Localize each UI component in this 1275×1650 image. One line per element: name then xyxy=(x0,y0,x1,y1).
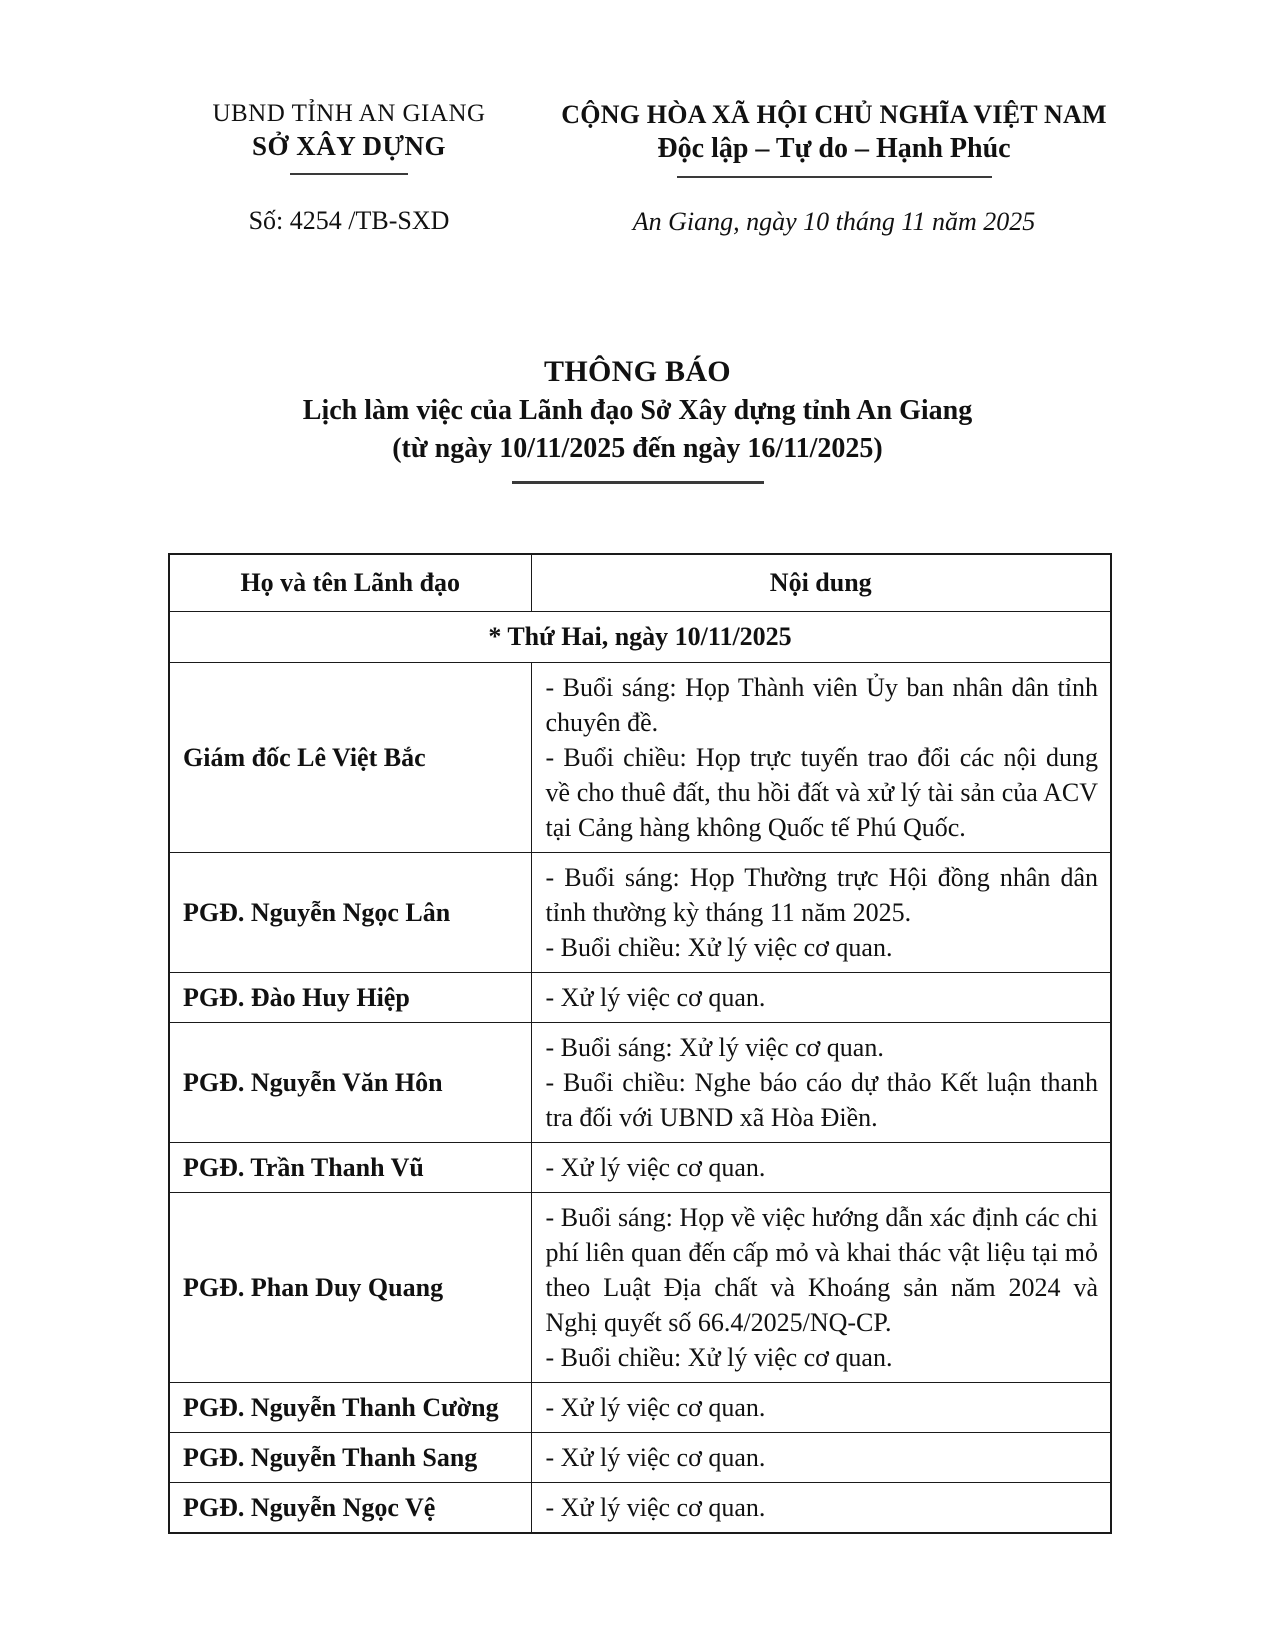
leader-name: PGĐ. Nguyễn Ngọc Lân xyxy=(169,853,531,973)
leader-name: PGĐ. Nguyễn Thanh Cường xyxy=(169,1383,531,1433)
schedule-line: - Xử lý việc cơ quan. xyxy=(545,983,766,1012)
table-row xyxy=(169,1143,1111,1193)
org-name: SỞ XÂY DỰNG xyxy=(252,131,446,161)
table-row xyxy=(169,1193,1111,1383)
national-motto-line2: Độc lập – Tự do – Hạnh Phúc xyxy=(657,133,1011,164)
letterhead-left xyxy=(155,100,543,236)
schedule-content xyxy=(531,1193,1111,1383)
schedule-line: - Buổi chiều: Nghe báo cáo dự thảo Kết luận thanh tra đối với UBND xã Hòa Điền. xyxy=(545,1068,1098,1132)
leader-name: PGĐ. Phan Duy Quang xyxy=(169,1193,531,1383)
leader-name: Giám đốc Lê Việt Bắc xyxy=(169,663,531,853)
schedule-line: - Xử lý việc cơ quan. xyxy=(545,1443,766,1472)
schedule-line: - Buổi sáng: Họp Thường trực Hội đồng nhân dân tỉnh thường kỳ tháng 11 năm 2025. xyxy=(545,863,1098,927)
national-motto-line1: CỘNG HÒA XÃ HỘI CHỦ NGHĨA VIỆT NAM xyxy=(561,100,1107,129)
section-header-row xyxy=(169,612,1111,663)
org-parent-name: UBND TỈNH AN GIANG xyxy=(212,100,486,127)
schedule-line: - Buổi sáng: Họp Thành viên Ủy ban nhân dân tỉnh chuyên đề. xyxy=(545,673,1098,737)
schedule-content xyxy=(531,1143,1111,1193)
table-row xyxy=(169,1023,1111,1143)
schedule-content xyxy=(531,1483,1111,1534)
table-row xyxy=(169,973,1111,1023)
document-number: Số: 4254 /TB-SXD xyxy=(248,206,450,235)
page-subtitle-line1: Lịch làm việc của Lãnh đạo Sở Xây dựng tỉnh An Giang xyxy=(302,395,973,426)
leader-name: PGĐ. Nguyễn Thanh Sang xyxy=(169,1433,531,1483)
schedule-content xyxy=(531,1433,1111,1483)
leader-name: PGĐ. Đào Huy Hiệp xyxy=(169,973,531,1023)
table-row xyxy=(169,1433,1111,1483)
schedule-line: - Buổi sáng: Họp về việc hướng dẫn xác định các chi phí liên quan đến cấp mỏ và khai thác vật liệu tại mỏ theo Luật Địa chất và Khoáng sản năm 2024 và Nghị quyết số 66.4/2025/NQ-CP. xyxy=(545,1203,1098,1337)
schedule-line: - Xử lý việc cơ quan. xyxy=(545,1393,766,1422)
org-underline xyxy=(290,173,408,175)
letterhead xyxy=(0,0,1275,237)
page-subtitle-line2: (từ ngày 10/11/2025 đến ngày 16/11/2025) xyxy=(392,433,883,464)
schedule-content xyxy=(531,853,1111,973)
schedule-line: - Xử lý việc cơ quan. xyxy=(545,1153,766,1182)
letterhead-right xyxy=(543,100,1125,237)
schedule-line: - Buổi chiều: Xử lý việc cơ quan. xyxy=(545,1343,893,1372)
title-block xyxy=(0,355,1275,489)
title-underline xyxy=(512,481,764,484)
leader-name: PGĐ. Trần Thanh Vũ xyxy=(169,1143,531,1193)
column-header-name: Họ và tên Lãnh đạo xyxy=(169,554,531,612)
schedule-content xyxy=(531,1023,1111,1143)
table-row xyxy=(169,663,1111,853)
schedule-line: - Buổi chiều: Xử lý việc cơ quan. xyxy=(545,933,893,962)
section-header-day: * Thứ Hai, ngày 10/11/2025 xyxy=(169,612,1111,663)
schedule-line: - Xử lý việc cơ quan. xyxy=(545,1493,766,1522)
motto-underline xyxy=(677,176,992,178)
table-row xyxy=(169,1383,1111,1433)
schedule-content xyxy=(531,663,1111,853)
schedule-table xyxy=(168,553,1112,1534)
schedule-content xyxy=(531,973,1111,1023)
schedule-content xyxy=(531,1383,1111,1433)
leader-name: PGĐ. Nguyễn Văn Hôn xyxy=(169,1023,531,1143)
page-title: THÔNG BÁO xyxy=(544,355,731,388)
column-header-content: Nội dung xyxy=(531,554,1111,612)
schedule-line: - Buổi sáng: Xử lý việc cơ quan. xyxy=(545,1033,884,1062)
table-row xyxy=(169,1483,1111,1534)
table-row xyxy=(169,853,1111,973)
leader-name: PGĐ. Nguyễn Ngọc Vệ xyxy=(169,1483,531,1534)
schedule-line: - Buổi chiều: Họp trực tuyến trao đổi các nội dung về cho thuê đất, thu hồi đất và xử lý tài sản của ACV tại Cảng hàng không Quốc tế Phú Quốc. xyxy=(545,743,1098,842)
table-header-row xyxy=(169,554,1111,612)
place-and-date: An Giang, ngày 10 tháng 11 năm 2025 xyxy=(632,207,1036,236)
